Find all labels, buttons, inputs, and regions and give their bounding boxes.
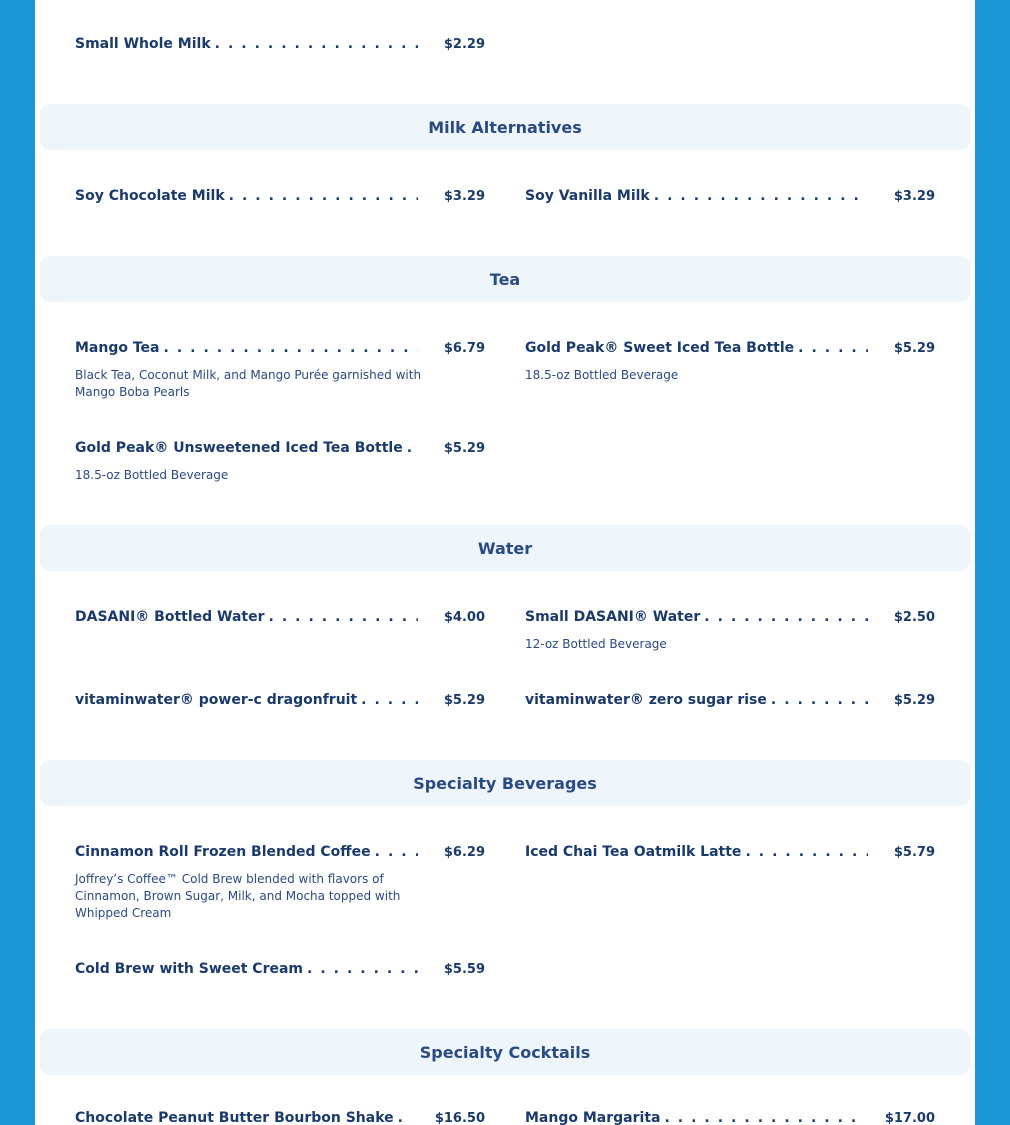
item-description: Joffrey’s Coffee™ Cold Brew blended with flavors of Cinnamon, Brown Sugar, Milk, and Mocha topped with Whipped Cream xyxy=(75,872,401,920)
item-price: $5.29 xyxy=(893,341,935,356)
dot-leader xyxy=(269,609,418,625)
item-description: 18.5-oz Bottled Beverage xyxy=(75,468,229,482)
item-price: $6.29 xyxy=(443,845,485,860)
item-price: $5.79 xyxy=(893,845,935,860)
item-name: vitaminwater® power-c dragonfruit xyxy=(75,692,358,708)
item-name: Iced Chai Tea Oatmilk Latte xyxy=(525,844,742,860)
item-price: $3.29 xyxy=(893,189,935,204)
item-price: $17.00 xyxy=(884,1111,935,1125)
dot-leader xyxy=(664,1110,858,1125)
menu-item-chocolate-pb-bourbon-shake[interactable] xyxy=(75,1110,485,1125)
dot-leader xyxy=(771,692,868,708)
menu-item-gold-peak-sweet[interactable] xyxy=(525,340,935,384)
item-description: 18.5-oz Bottled Beverage xyxy=(525,368,679,382)
item-name: Mango Tea xyxy=(75,340,160,356)
item-name: Soy Vanilla Milk xyxy=(525,188,650,204)
menu-item-vitaminwater-zero-sugar[interactable] xyxy=(525,692,935,712)
dot-leader xyxy=(375,844,418,860)
menu-item-gold-peak-unsweetened[interactable] xyxy=(75,440,485,484)
item-price: $2.29 xyxy=(443,37,485,52)
item-name: Small DASANI® Water xyxy=(525,609,701,625)
item-name: Chocolate Peanut Butter Bourbon Shake xyxy=(75,1110,394,1125)
menu-item-mango-margarita[interactable] xyxy=(525,1110,935,1125)
menu-item-small-dasani-water[interactable] xyxy=(525,609,935,653)
item-name: Gold Peak® Sweet Iced Tea Bottle xyxy=(525,340,795,356)
item-price: $2.50 xyxy=(893,610,935,625)
dot-leader xyxy=(654,188,868,204)
menu-item-dasani-bottled-water[interactable] xyxy=(75,609,485,629)
dot-leader xyxy=(407,440,418,456)
item-name: DASANI® Bottled Water xyxy=(75,609,265,625)
item-name: Mango Margarita xyxy=(525,1110,661,1125)
dot-leader xyxy=(398,1110,409,1125)
item-name: Soy Chocolate Milk xyxy=(75,188,225,204)
menu-item-soy-vanilla-milk[interactable] xyxy=(525,188,935,208)
item-price: $6.79 xyxy=(443,341,485,356)
item-price: $16.50 xyxy=(434,1111,485,1125)
item-price: $3.29 xyxy=(443,189,485,204)
item-price: $5.29 xyxy=(443,441,485,456)
dot-leader xyxy=(307,961,418,977)
dot-leader xyxy=(798,340,868,356)
menu-item-vitaminwater-power-c[interactable] xyxy=(75,692,485,712)
section-header-specialty-beverages: Specialty Beverages xyxy=(40,760,970,806)
menu-item-small-whole-milk[interactable] xyxy=(75,36,485,56)
dot-leader xyxy=(229,188,418,204)
section-header-milk-alternatives: Milk Alternatives xyxy=(40,104,970,150)
item-name: vitaminwater® zero sugar rise xyxy=(525,692,767,708)
item-price: $5.29 xyxy=(443,693,485,708)
item-name: Gold Peak® Unsweetened Iced Tea Bottle xyxy=(75,440,403,456)
menu-item-mango-tea[interactable] xyxy=(75,340,485,401)
item-price: $5.29 xyxy=(893,693,935,708)
item-description: Black Tea, Coconut Milk, and Mango Purée garnished with Mango Boba Pearls xyxy=(75,368,422,399)
section-header-specialty-cocktails: Specialty Cocktails xyxy=(40,1029,970,1075)
item-price: $4.00 xyxy=(443,610,485,625)
menu-panel xyxy=(35,0,975,1125)
menu-item-cinnamon-roll-frozen-coffee[interactable] xyxy=(75,844,485,922)
menu-item-cold-brew-sweet-cream[interactable] xyxy=(75,961,485,981)
item-name: Small Whole Milk xyxy=(75,36,211,52)
section-header-water: Water xyxy=(40,525,970,571)
item-name: Cinnamon Roll Frozen Blended Coffee xyxy=(75,844,371,860)
dot-leader xyxy=(215,36,418,52)
dot-leader xyxy=(704,609,868,625)
menu-item-soy-chocolate-milk[interactable] xyxy=(75,188,485,208)
menu-item-iced-chai-oatmilk-latte[interactable] xyxy=(525,844,935,864)
item-name: Cold Brew with Sweet Cream xyxy=(75,961,304,977)
dot-leader xyxy=(164,340,418,356)
dot-leader xyxy=(361,692,418,708)
item-description: 12-oz Bottled Beverage xyxy=(525,637,667,651)
section-header-tea: Tea xyxy=(40,256,970,302)
item-price: $5.59 xyxy=(443,962,485,977)
dot-leader xyxy=(745,844,867,860)
